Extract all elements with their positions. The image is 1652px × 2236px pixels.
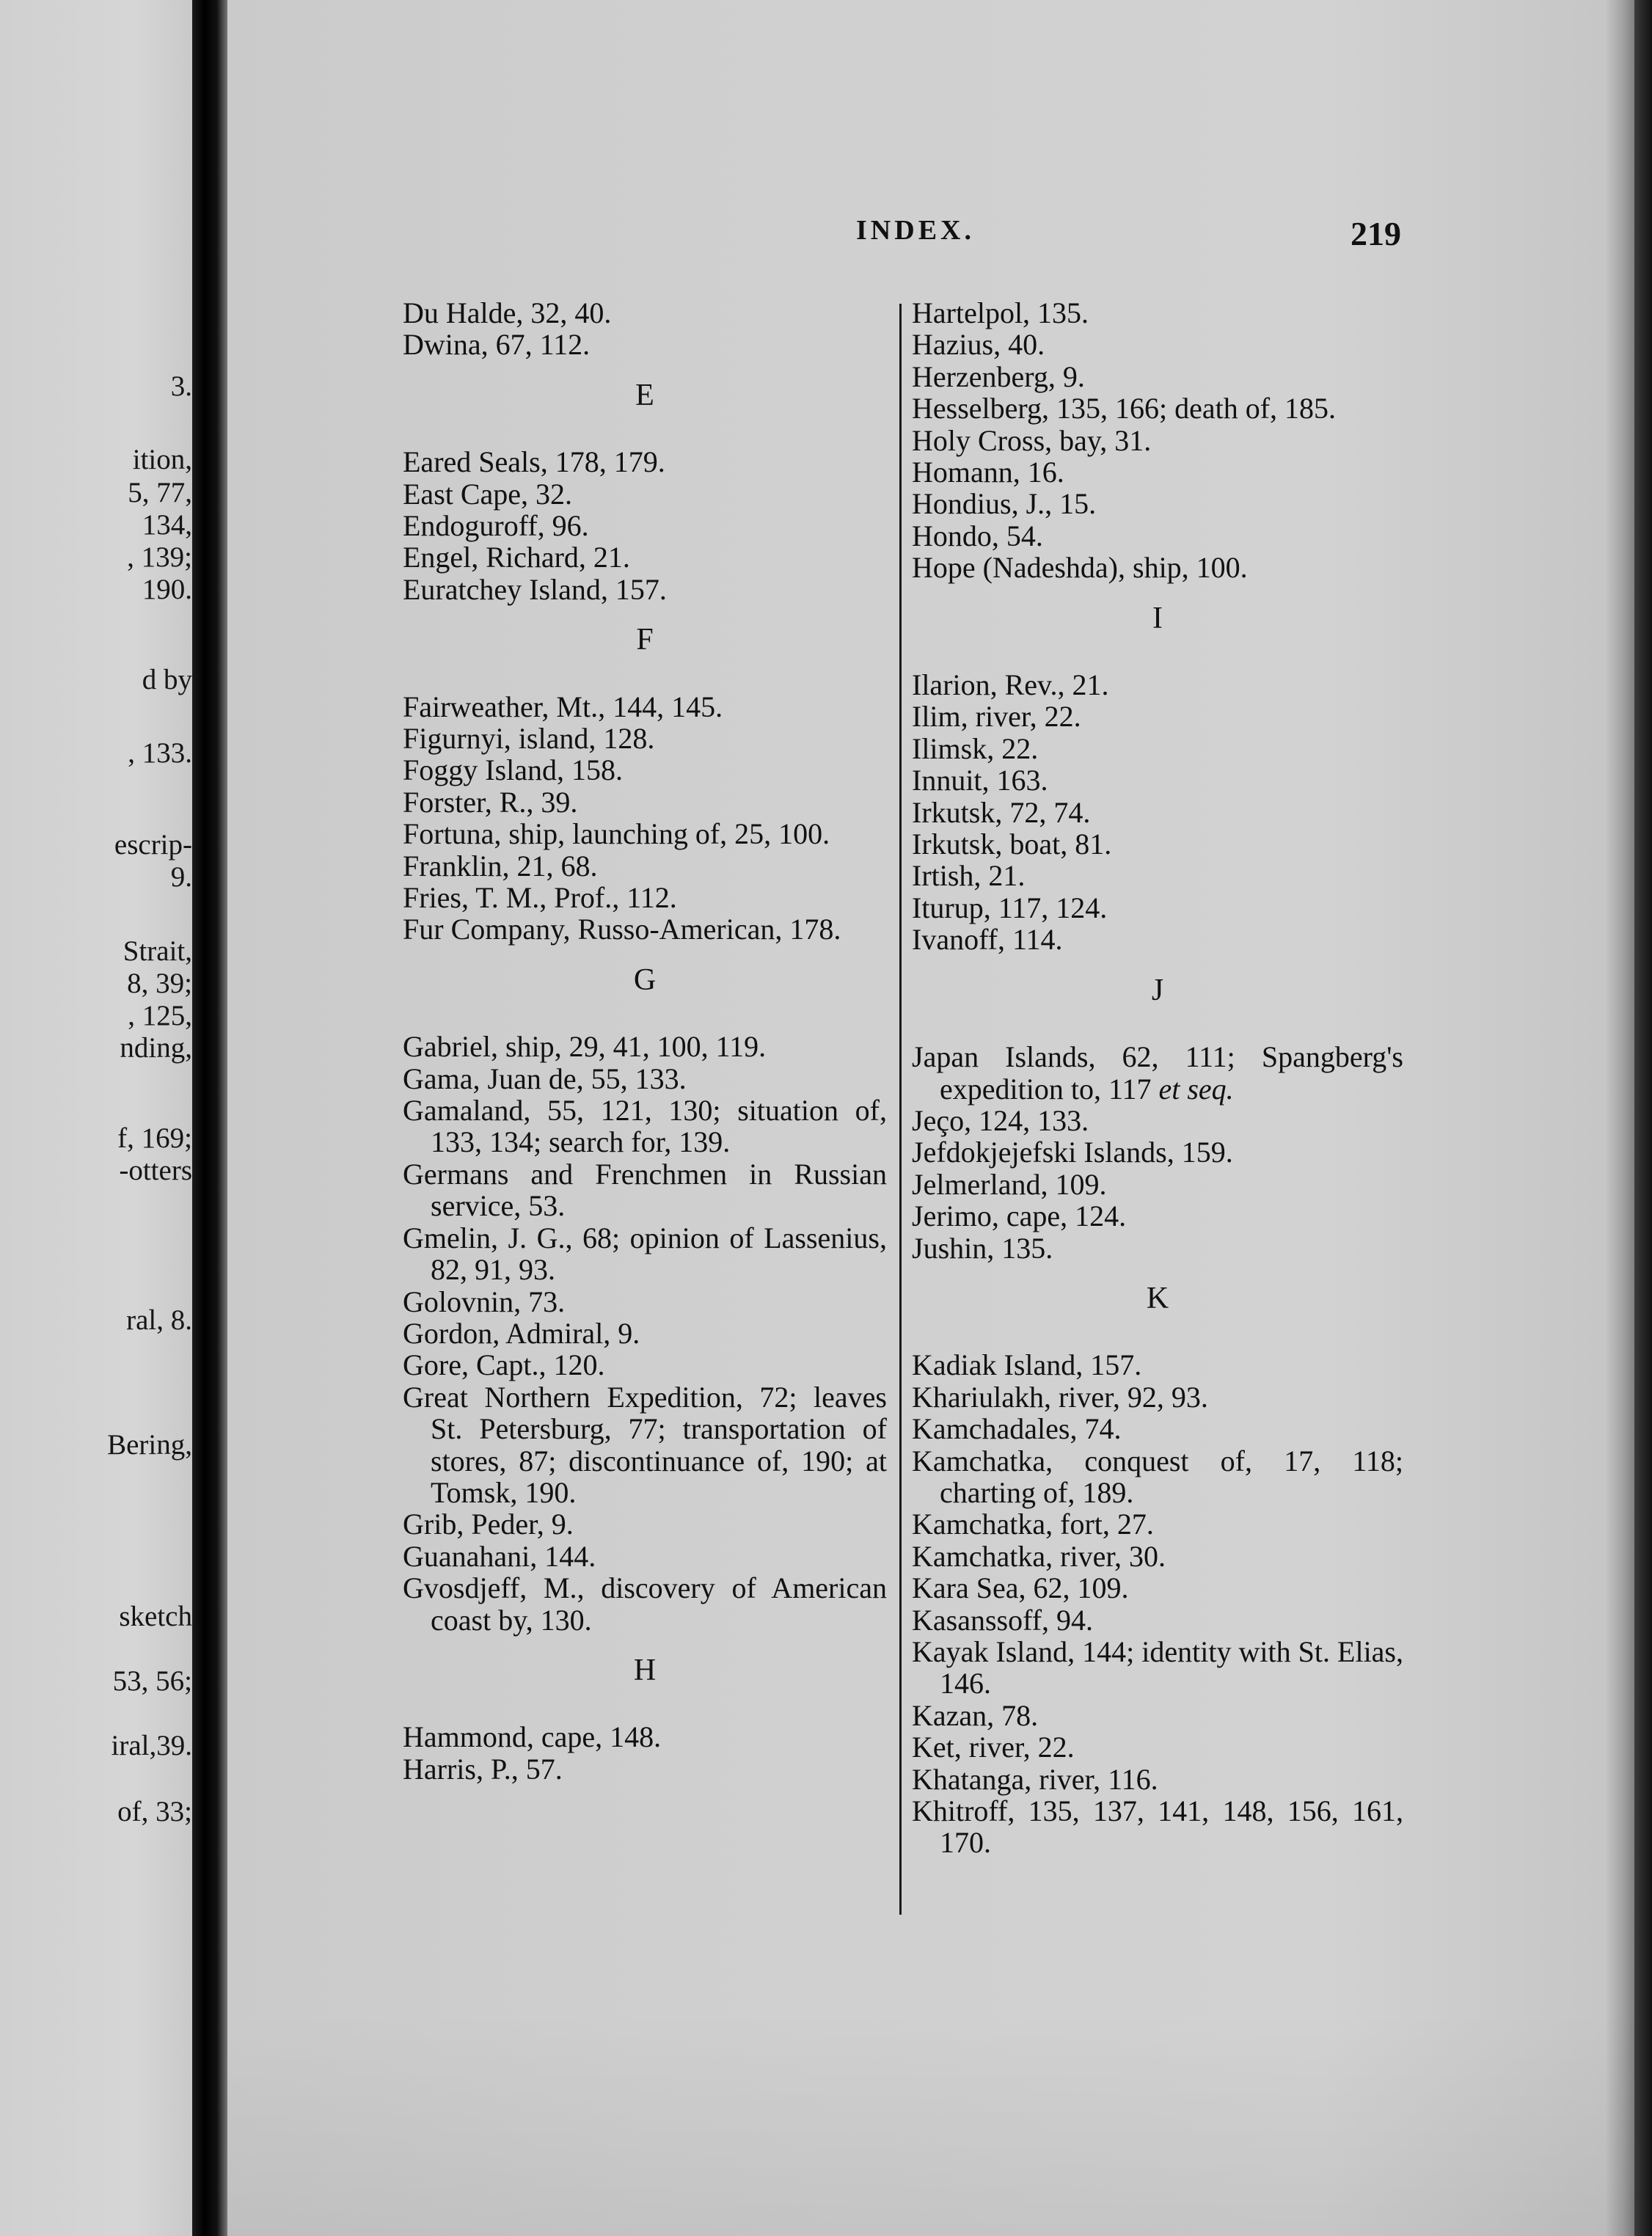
index-entry: Dwina, 67, 112. bbox=[403, 328, 591, 362]
facing-page-text: nding, bbox=[120, 1032, 192, 1064]
facing-page-text: ition, bbox=[132, 444, 192, 475]
index-entry: Engel, Richard, 21. bbox=[403, 541, 630, 574]
index-entry: Hope (Nadeshda), ship, 100. bbox=[912, 551, 1248, 585]
index-entry: Fairweather, Mt., 144, 145. bbox=[403, 690, 723, 723]
index-entry: Ilimsk, 22. bbox=[912, 731, 1039, 765]
index-entry: Forster, R., 39. bbox=[403, 785, 578, 819]
section-letter: K bbox=[1146, 1281, 1169, 1315]
index-entry: Hartelpol, 135. bbox=[912, 296, 1089, 329]
index-entry: Khatanga, river, 116. bbox=[912, 1762, 1158, 1796]
section-letter: H bbox=[633, 1653, 657, 1687]
page-bottom-shade bbox=[227, 2010, 1634, 2236]
section-letter: I bbox=[1152, 601, 1163, 635]
index-entry: Iturup, 117, 124. bbox=[912, 891, 1108, 924]
index-entry: Jelmerland, 109. bbox=[912, 1167, 1107, 1201]
facing-page-text: iral,39. bbox=[111, 1730, 192, 1761]
section-letter: G bbox=[633, 962, 657, 997]
facing-page-text: , 139; bbox=[127, 541, 192, 573]
facing-page-text: 3. bbox=[170, 370, 192, 402]
index-entry: Golovnin, 73. bbox=[403, 1285, 566, 1318]
facing-page-text: sketch bbox=[119, 1601, 192, 1632]
index-entry: Khitroff, 135, 137, 141, 148, 156, 161, 170. bbox=[912, 1794, 1403, 1860]
column-divider bbox=[899, 304, 902, 1915]
index-entry: Eared Seals, 178, 179. bbox=[403, 445, 665, 479]
index-entry: Ivanoff, 114. bbox=[912, 923, 1063, 957]
index-column-right bbox=[912, 297, 1403, 1859]
index-entry: Germans and Frenchmen in Russian service, 53. bbox=[403, 1157, 887, 1223]
index-entry: Guanahani, 144. bbox=[403, 1539, 596, 1573]
facing-page-text: 134, bbox=[142, 509, 192, 541]
index-entry: Euratchey Island, 157. bbox=[403, 572, 667, 606]
index-entry: Fur Company, Russo-American, 178. bbox=[403, 913, 841, 946]
index-entry: Kayak Island, 144; identity with St. Elias, 146. bbox=[912, 1634, 1403, 1700]
index-entry: Kazan, 78. bbox=[912, 1698, 1039, 1732]
running-head bbox=[0, 214, 1652, 251]
index-entry: Fries, T. M., Prof., 112. bbox=[403, 881, 677, 915]
index-entry: Foggy Island, 158. bbox=[403, 753, 623, 787]
index-entry: Holy Cross, bay, 31. bbox=[912, 423, 1152, 457]
index-entry: Innuit, 163. bbox=[912, 764, 1048, 797]
index-entry: Gama, Juan de, 55, 133. bbox=[403, 1062, 687, 1095]
index-entry: Ilim, river, 22. bbox=[912, 700, 1081, 734]
facing-page-fragment bbox=[0, 0, 192, 2236]
facing-page-text: Strait, bbox=[123, 935, 192, 967]
index-entry: Hondo, 54. bbox=[912, 519, 1043, 552]
facing-page-text: 8, 39; bbox=[127, 968, 192, 999]
running-title: INDEX. bbox=[856, 215, 975, 246]
index-entry: Irkutsk, 72, 74. bbox=[912, 795, 1091, 829]
index-entry: Kara Sea, 62, 109. bbox=[912, 1571, 1129, 1605]
facing-page-text: , 125, bbox=[128, 1000, 192, 1031]
index-entry: Homann, 16. bbox=[912, 456, 1064, 489]
index-entry: Endoguroff, 96. bbox=[403, 509, 589, 543]
index-entry: Jeço, 124, 133. bbox=[912, 1103, 1089, 1137]
index-entry: Kamchatka, fort, 27. bbox=[912, 1508, 1154, 1541]
facing-page-text: 9. bbox=[170, 861, 192, 893]
index-entry: Harris, P., 57. bbox=[403, 1752, 563, 1786]
index-column-left bbox=[403, 297, 887, 1785]
section-letter: E bbox=[635, 378, 654, 412]
index-entry: Jushin, 135. bbox=[912, 1231, 1053, 1265]
index-entry: Gmelin, J. G., 68; opinion of Lassenius, 82, 91, 93. bbox=[403, 1221, 887, 1287]
index-entry: Kamchadales, 74. bbox=[912, 1412, 1122, 1446]
index-entry: Irtish, 21. bbox=[912, 859, 1026, 893]
index-entry: Du Halde, 32, 40. bbox=[403, 296, 612, 329]
index-entry: Gordon, Admiral, 9. bbox=[403, 1316, 640, 1350]
index-entry: Figurnyi, island, 128. bbox=[403, 722, 655, 756]
facing-page-text: -otters bbox=[119, 1155, 192, 1186]
facing-page-text: Bering, bbox=[107, 1429, 192, 1461]
facing-page-text: f, 169; bbox=[117, 1122, 192, 1154]
facing-page-text: 53, 56; bbox=[112, 1665, 192, 1697]
book-gutter bbox=[192, 0, 227, 2236]
index-entry: Kasanssoff, 94. bbox=[912, 1603, 1094, 1637]
index-entry: Kadiak Island, 157. bbox=[912, 1348, 1142, 1382]
index-entry: Khariulakh, river, 92, 93. bbox=[912, 1380, 1208, 1414]
facing-page-text: 5, 77, bbox=[128, 477, 192, 508]
index-entry: Irkutsk, boat, 81. bbox=[912, 827, 1112, 861]
index-entry: Ket, river, 22. bbox=[912, 1731, 1075, 1764]
index-entry: Gamaland, 55, 121, 130; situation of, 133, 134; search for, 139. bbox=[403, 1094, 887, 1159]
index-entry: Fortuna, ship, launching of, 25, 100. bbox=[403, 817, 830, 851]
index-entry: Jefdokjejefski Islands, 159. bbox=[912, 1136, 1233, 1169]
facing-page-text: 190. bbox=[142, 574, 192, 605]
index-entry: East Cape, 32. bbox=[403, 477, 573, 511]
index-entry: Ilarion, Rev., 21. bbox=[912, 668, 1109, 702]
index-entry: Hammond, cape, 148. bbox=[403, 1720, 662, 1754]
index-entry: Great Northern Expedition, 72; leaves St. Petersburg, 77; transportation of stores, 87; discontinuance of, 190; at Tomsk, 190. bbox=[403, 1380, 887, 1509]
index-entry: Gabriel, ship, 29, 41, 100, 119. bbox=[403, 1030, 767, 1064]
page-number: 219 bbox=[1351, 215, 1401, 252]
index-entry: Kamchatka, river, 30. bbox=[912, 1539, 1166, 1573]
index-entry: Herzenberg, 9. bbox=[912, 359, 1085, 393]
index-entry: Kamchatka, conquest of, 17, 118; charting of, 189. bbox=[912, 1444, 1403, 1509]
index-entry: Japan Islands, 62, 111; Spangberg's expedition to, 117 et seq. bbox=[912, 1040, 1403, 1106]
index-entry: Hesselberg, 135, 166; death of, 185. bbox=[912, 392, 1337, 425]
facing-page-text: ral, 8. bbox=[126, 1304, 192, 1336]
index-entry: Gvosdjeff, M., discovery of American coast by, 130. bbox=[403, 1571, 887, 1637]
index-entry: Gore, Capt., 120. bbox=[403, 1348, 605, 1382]
page-edge-shadow bbox=[1605, 0, 1634, 2236]
index-entry: Grib, Peder, 9. bbox=[403, 1508, 574, 1541]
facing-page-text: escrip- bbox=[114, 829, 192, 861]
facing-page-text: , 133. bbox=[128, 737, 192, 769]
index-entry: Hondius, J., 15. bbox=[912, 487, 1097, 521]
index-entry: Jerimo, cape, 124. bbox=[912, 1199, 1127, 1233]
index-entry: Hazius, 40. bbox=[912, 328, 1045, 362]
facing-page-text: of, 33; bbox=[117, 1796, 192, 1827]
section-letter: F bbox=[636, 623, 654, 657]
section-letter: J bbox=[1151, 973, 1164, 1007]
facing-page-text: d by bbox=[142, 664, 192, 695]
page-edge bbox=[1634, 0, 1652, 2236]
index-entry: Franklin, 21, 68. bbox=[403, 849, 598, 883]
